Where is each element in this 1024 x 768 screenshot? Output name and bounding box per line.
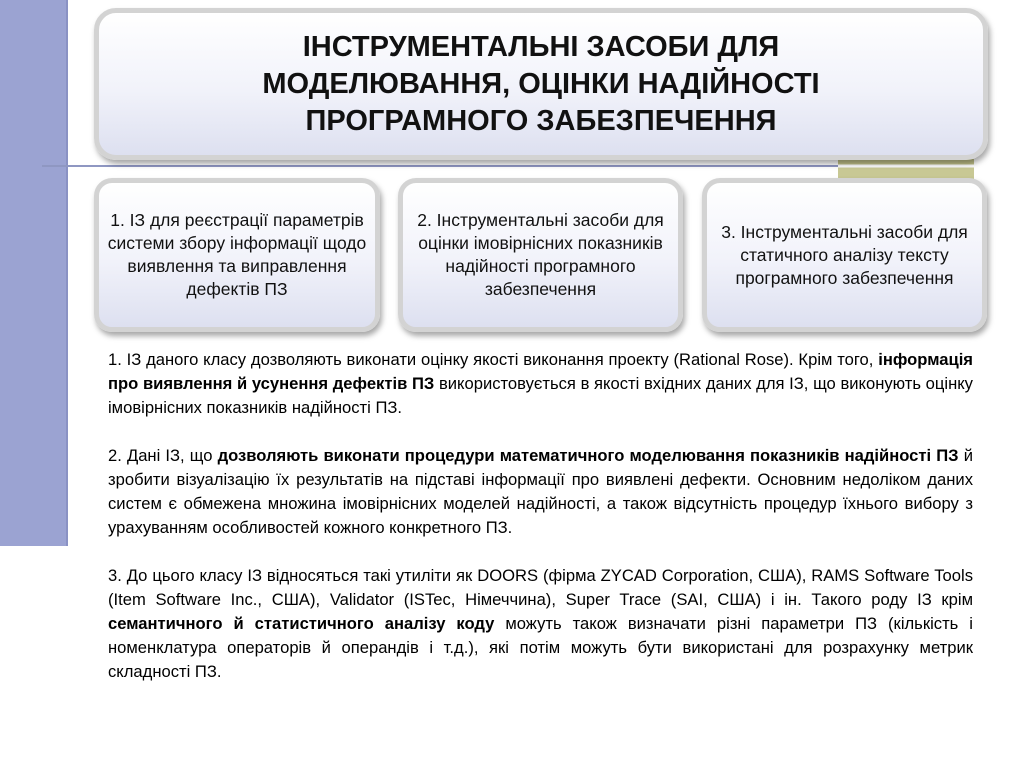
paragraph-2 <box>108 444 973 540</box>
category-card-1-text: 1. ІЗ для реєстрації параметрів системи збору інформації щодо виявлення та виправлення дефектів ПЗ <box>107 210 367 299</box>
body-text <box>108 348 973 708</box>
accent-strip <box>838 159 974 179</box>
paragraph-2-bold: дозволяють виконати процедури математичного моделювання показників надійності ПЗ <box>217 446 959 465</box>
category-card-2 <box>398 178 683 332</box>
paragraph-1-bold: інформація про виявлення й усунення дефектів ПЗ <box>108 350 973 393</box>
category-card-3 <box>702 178 987 332</box>
paragraph-3-bold: семантичного й статистичного аналізу коду <box>108 614 495 633</box>
side-accent-bar <box>0 0 68 546</box>
page-title: ІНСТРУМЕНТАЛЬНІ ЗАСОБИ ДЛЯ МОДЕЛЮВАННЯ, ОЦІНКИ НАДІЙНОСТІ ПРОГРАМНОГО ЗАБЕЗПЕЧЕННЯ <box>262 30 820 137</box>
horizontal-divider <box>42 165 974 167</box>
paragraph-3-part-a: 3. До цього класу ІЗ відносяться такі утиліти як DOORS (фірма ZYCAD Corporation, США), RAMS Software Tools (Item Software Inc., США), Validator (ISTec, Німеччина), Super Trace (SAI, США) і ін. Такого роду ІЗ крім <box>108 566 973 609</box>
category-card-3-text: 3. Інструментальні засоби для статичного аналізу тексту програмного забезпечення <box>721 221 968 288</box>
paragraph-1-part-a: 1. ІЗ даного класу дозволяють виконати оцінку якості виконання проекту (Rational Rose). Крім того, <box>108 350 879 369</box>
paragraph-2-part-a: 2. Дані ІЗ, що <box>108 446 218 465</box>
category-card-2-text: 2. Інструментальні засоби для оцінки імовірнісних показників надійності програмного забезпечення <box>417 210 664 299</box>
paragraph-2-part-c: й зробити візуалізацію їх результатів на підставі інформації про виявлені дефекти. Основним недоліком даних систем є обмежена множина імовірнісних моделей надійності, а також відсутність процедур їхнього вибору з урахуванням особливостей кожного конкретного ПЗ. <box>108 446 973 537</box>
paragraph-3-part-c: можуть також визначати різні параметри ПЗ (кількість і номенклатура операторів й операндів і т.д.), які потім можуть бути використані для розрахунку метрик складності ПЗ. <box>108 614 973 681</box>
paragraph-3 <box>108 564 973 684</box>
category-card-1 <box>94 178 380 332</box>
title-box <box>94 8 988 160</box>
paragraph-1-part-c: використовується в якості вхідних даних для ІЗ, що виконують оцінку імовірнісних показників надійності ПЗ. <box>108 374 973 417</box>
paragraph-1 <box>108 348 973 420</box>
